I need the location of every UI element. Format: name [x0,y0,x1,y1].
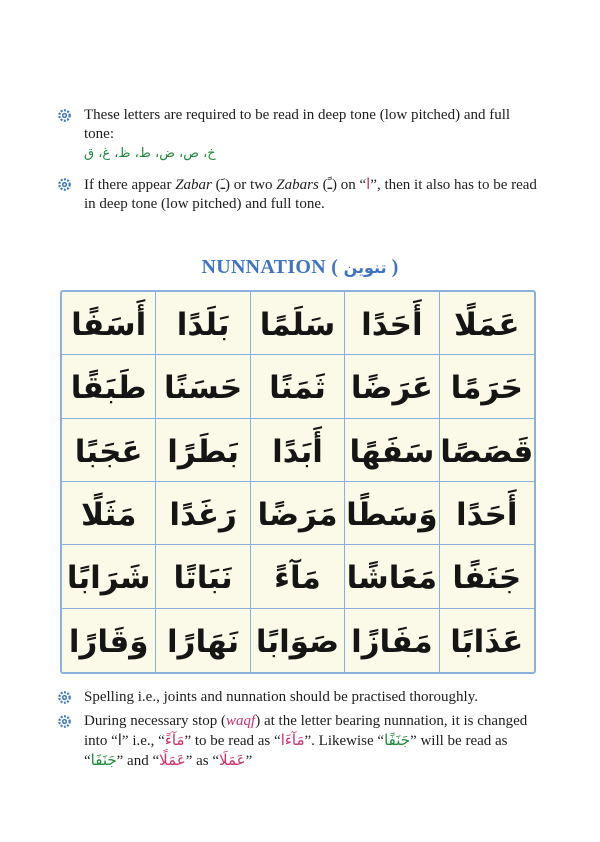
gear-icon [58,178,71,191]
text-part: If there appear [84,177,176,193]
table-cell: بَلَدًا [156,292,250,355]
term-zabars: Zabars [276,177,319,193]
gear-icon [58,715,71,728]
table-cell: أَحَدًا [345,292,439,355]
nunnation-table [60,290,536,674]
bullet-text: Spelling i.e., joints and nunnation should be practised thoroughly. [84,689,478,705]
table-cell: أَبَدًا [251,419,345,482]
zabar-symbol: ـَ [220,175,226,193]
table-cell: سَلَمًا [251,292,345,355]
table-cell: قَصَصًا [440,419,534,482]
text-part: ( [211,177,221,193]
table-cell: وَسَطًا [345,482,439,545]
table-cell: مَثَلًا [62,482,156,545]
gear-icon [58,109,71,122]
title-arabic: تنوین [343,258,387,277]
arabic-letters: خ، ص، ض، ط، ظ، غ، ق [84,146,216,161]
bullet-zabar-rule [62,175,540,214]
table-cell: نَهَارًا [156,609,250,672]
bullet-text: These letters are required to be read in deep tone (low pitched) and full tone: [84,107,511,142]
text-part: ) on “ [331,177,367,193]
text-part: ” i.e., “ [121,733,165,749]
table-cell: مَرَضًا [251,482,345,545]
two-zabars-symbol: ـً [327,175,332,193]
table-cell: عَمَلًا [440,292,534,355]
table-cell: عَذَابًا [450,624,524,661]
bullet-text [62,175,540,214]
table-cell: طَبَقًا [62,355,156,418]
text-part: ” will be read as “ [84,733,508,769]
title-text: NUNNATION ( [201,256,339,278]
term-waqf: waqf [226,713,256,729]
term-zabar: Zabar [175,177,212,193]
arabic-example: عَمَلَا [219,751,246,769]
text-part: ” to be read as “ [184,733,281,749]
bullet-spelling [62,688,540,707]
table-cell: مَعَاشًا [345,545,439,608]
text-part: ) at the letter bearing nunnation, it is changed into “ [84,713,528,749]
bullet-waqf-rule [62,712,540,771]
table-cell: ثَمَنًا [251,355,345,418]
text-part: ( [318,177,328,193]
table-cell: أَسَفًا [62,292,156,355]
text-part: ”. Likewise “ [304,733,385,749]
arabic-example: جَنَفَا [90,751,117,769]
arabic-example: جَنَفًا [384,731,411,749]
table-cell: نَبَاتًا [156,545,250,608]
table-cell: صَوَابًا [251,609,345,672]
table-cell: عَرَضًا [345,355,439,418]
table-cell: وَقَارًا [62,609,156,672]
arabic-alif: ا [117,731,122,749]
table-cell: رَغَدًا [156,482,250,545]
text-part: ”, then it also has to be read in deep tone (low pitched) and full tone. [84,177,537,212]
text-part: ” and “ [116,753,160,769]
arabic-example: مَآءَا [280,731,305,749]
text-part: ” [245,753,253,769]
table-cell: بَطَرًا [156,419,250,482]
bullet-text [62,712,540,771]
table-cell: مَآءً [251,545,345,608]
arabic-alif: ا [366,175,371,193]
gear-icon [58,691,71,704]
section-title [0,256,600,279]
text-part: ) or two [225,177,277,193]
text-part: ” as “ [185,753,220,769]
table-cell: مَفَازًا [345,609,439,672]
table-cell: حَسَنًا [156,355,250,418]
table-cell: سَفَهًا [345,419,439,482]
bullet-deep-tone-letters [62,106,540,163]
table-cell: عَجَبًا [62,419,156,482]
table-cell: جَنَفًا [440,545,534,608]
table-cell: حَرَمًا [440,355,534,418]
table-cell: أَحَدًا [440,482,534,545]
title-close: ) [391,256,399,278]
table-cell: شَرَابًا [62,545,156,608]
text-part: During necessary stop ( [84,713,227,729]
arabic-example: مَآءً [164,731,185,749]
arabic-example: عَمَلًا [159,751,186,769]
